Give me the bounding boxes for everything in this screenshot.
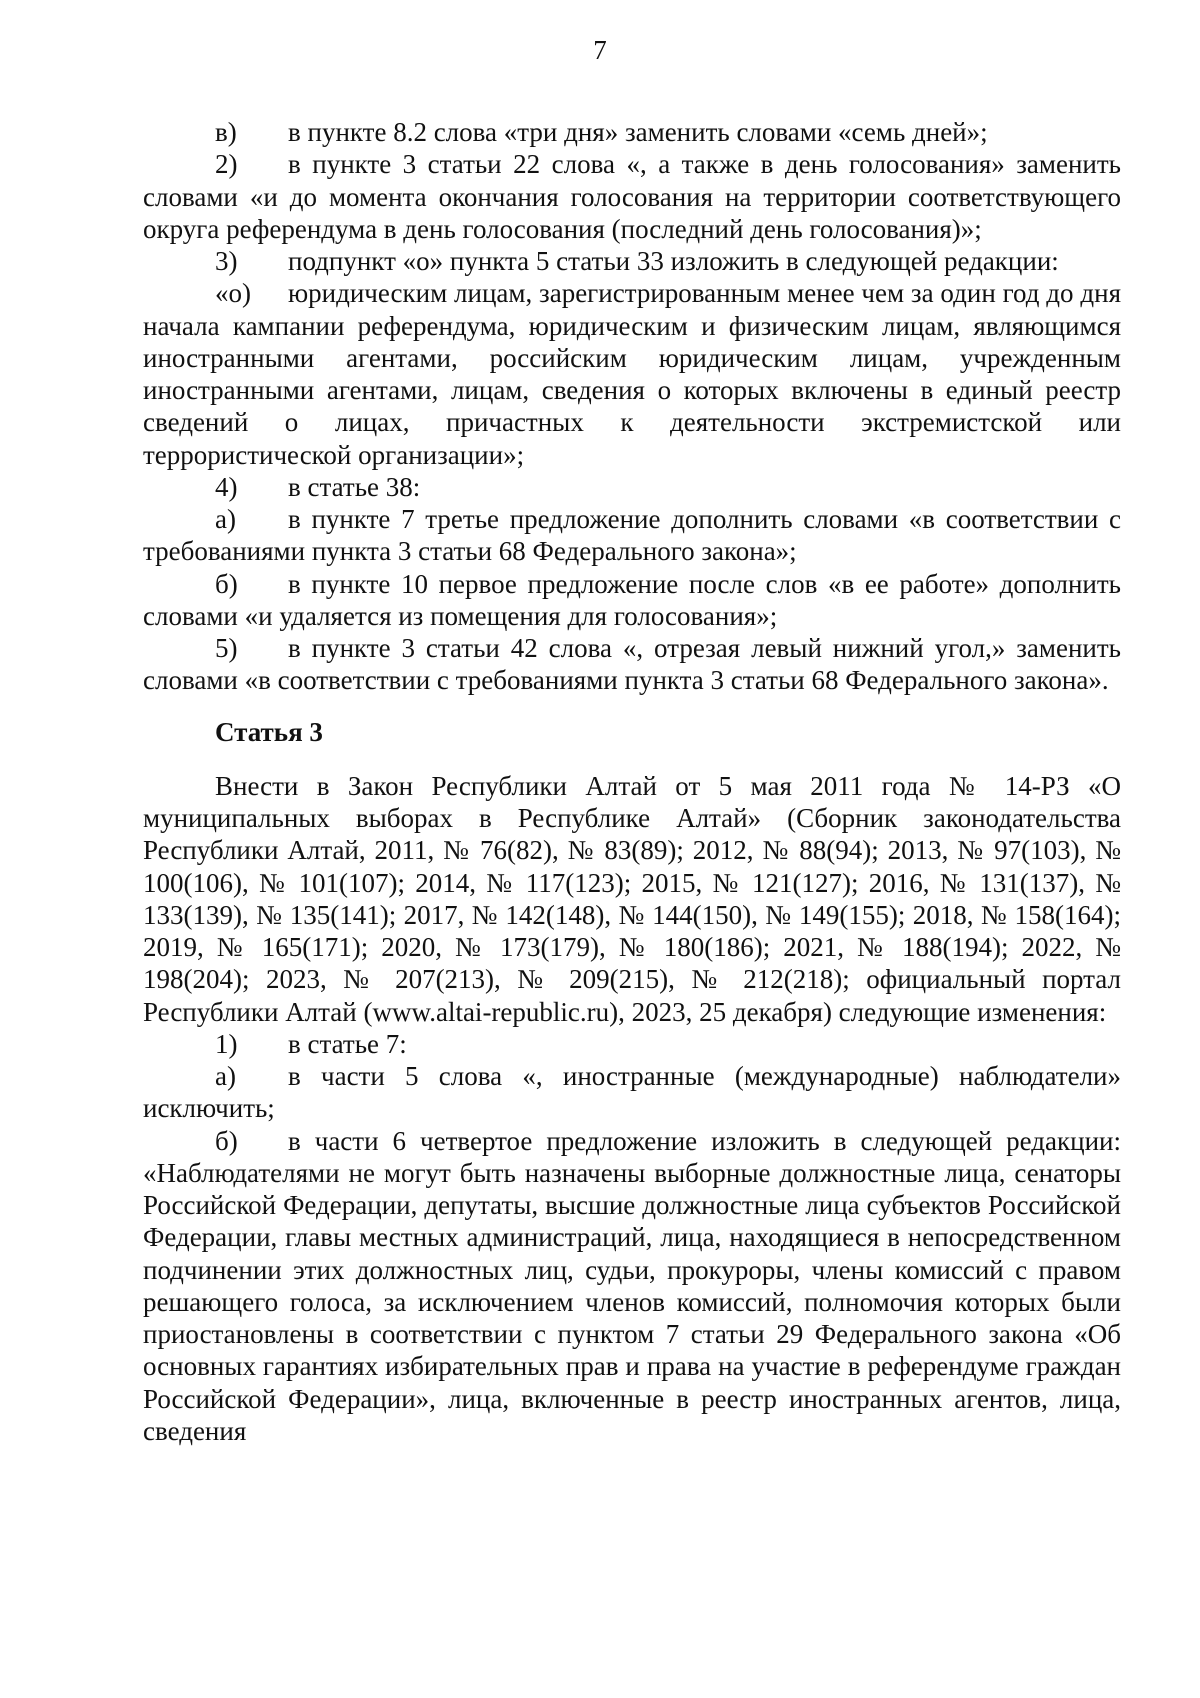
paragraph-text: в статье 38: bbox=[288, 471, 421, 502]
paragraph-1 bbox=[143, 1028, 1121, 1060]
paragraph-marker: б) bbox=[215, 568, 238, 599]
paragraph-text: в пункте 10 первое предложение после слов «в ее работе» дополнить словами «и удаляется из помещения для голосования»; bbox=[143, 568, 1121, 631]
paragraph-text: в пункте 3 статьи 22 слова «, а также в день голосования» заменить словами «и до момента окончания голосования на территории соответствующего округа референдума в день голосования (последний день голосования)»; bbox=[143, 149, 1121, 244]
document-body bbox=[143, 116, 1121, 1447]
paragraph-marker: 4) bbox=[215, 471, 238, 502]
intro-paragraph: Внести в Закон Республики Алтай от 5 мая 2011 года № 14-РЗ «О муниципальных выборах в Республике Алтай» (Сборник законодательства Республики Алтай, 2011, № 76(82), № 83(89); 2012, № 88(94); 2013, № 97(103), № 100(106), № 101(107); 2014, № 117(123); 2015, № 121(127); 2016, № 131(137), № 133(139), № 135(141); 2017, № 142(148), № 144(150), № 149(155); 2018, № 158(164); 2019, № 165(171); 2020, № 173(179), № 180(186); 2021, № 188(194); 2022, № 198(204); 2023, № 207(213), № 209(215), № 212(218); официальный портал Республики Алтай (www.altai-republic.ru), 2023, 25 декабря) следующие изменения: bbox=[143, 770, 1121, 1027]
paragraph-4 bbox=[143, 471, 1121, 503]
paragraph-marker: 5) bbox=[215, 633, 238, 663]
paragraph-2 bbox=[143, 148, 1121, 245]
paragraph-o bbox=[143, 277, 1121, 471]
paragraph-marker: 2) bbox=[215, 149, 238, 180]
article-heading: Статья 3 bbox=[215, 716, 323, 747]
paragraph-text: в части 6 четвертое предложение изложить в следующей редакции: «Наблюдателями не могут быть назначены выборные должностные лица, сенаторы Российской Федерации, депутаты, высшие должностные лица субъектов Российской Федерации, главы местных администраций, лица, находящиеся в непосредственном подчинении этих должностных лиц, судьи, прокуроры, члены комиссий с правом решающего голоса, за исключением членов комиссий, полномочия которых были приостановлены в соответствии с пунктом 7 статьи 29 Федерального закона «Об основных гарантиях избирательных прав и права на участие в референдуме граждан Российской Федерации», лица, включенные в реестр иностранных агентов, лица, сведения bbox=[143, 1125, 1121, 1446]
paragraph-text: в статье 7: bbox=[288, 1028, 407, 1059]
paragraph-v bbox=[143, 116, 1121, 148]
paragraph-a bbox=[143, 503, 1121, 568]
paragraph-text: в пункте 8.2 слова «три дня» заменить словами «семь дней»; bbox=[288, 117, 988, 147]
paragraph-text: в части 5 слова «, иностранные (международные) наблюдатели» исключить; bbox=[143, 1061, 1121, 1124]
paragraph-marker: а) bbox=[215, 504, 236, 534]
paragraph-marker: 3) bbox=[215, 246, 238, 276]
paragraph-marker: «о) bbox=[215, 278, 251, 309]
paragraph-marker: в) bbox=[215, 117, 237, 147]
paragraph-3 bbox=[143, 245, 1121, 277]
paragraph-text: подпункт «о» пункта 5 статьи 33 изложить в следующей редакции: bbox=[288, 246, 1059, 276]
paragraph-b bbox=[143, 568, 1121, 633]
paragraph-marker: б) bbox=[215, 1125, 238, 1156]
paragraph-text: в пункте 7 третье предложение дополнить словами «в соответствии с требованиями пункта 3 статьи 68 Федерального закона»; bbox=[143, 504, 1121, 567]
paragraph-5 bbox=[143, 632, 1121, 697]
paragraph-text: в пункте 3 статьи 42 слова «, отрезая левый нижний угол,» заменить словами «в соответствии с требованиями пункта 3 статьи 68 Федерального закона». bbox=[143, 633, 1121, 696]
paragraph-text: юридическим лицам, зарегистрированным менее чем за один год до дня начала кампании референдума, юридическим и физическим лицам, являющимся иностранными агентами, российским юридическим лицам, учрежденным иностранными агентами, лицам, сведения о которых включены в единый реестр сведений о лицах, причастных к деятельности экстремистской или террористической организации»; bbox=[143, 278, 1121, 470]
paragraph-marker: а) bbox=[215, 1061, 236, 1091]
page-number: 7 bbox=[593, 35, 607, 65]
paragraph-b-2 bbox=[143, 1125, 1121, 1448]
paragraph-marker: 1) bbox=[215, 1028, 238, 1059]
paragraph-a-2 bbox=[143, 1060, 1121, 1125]
